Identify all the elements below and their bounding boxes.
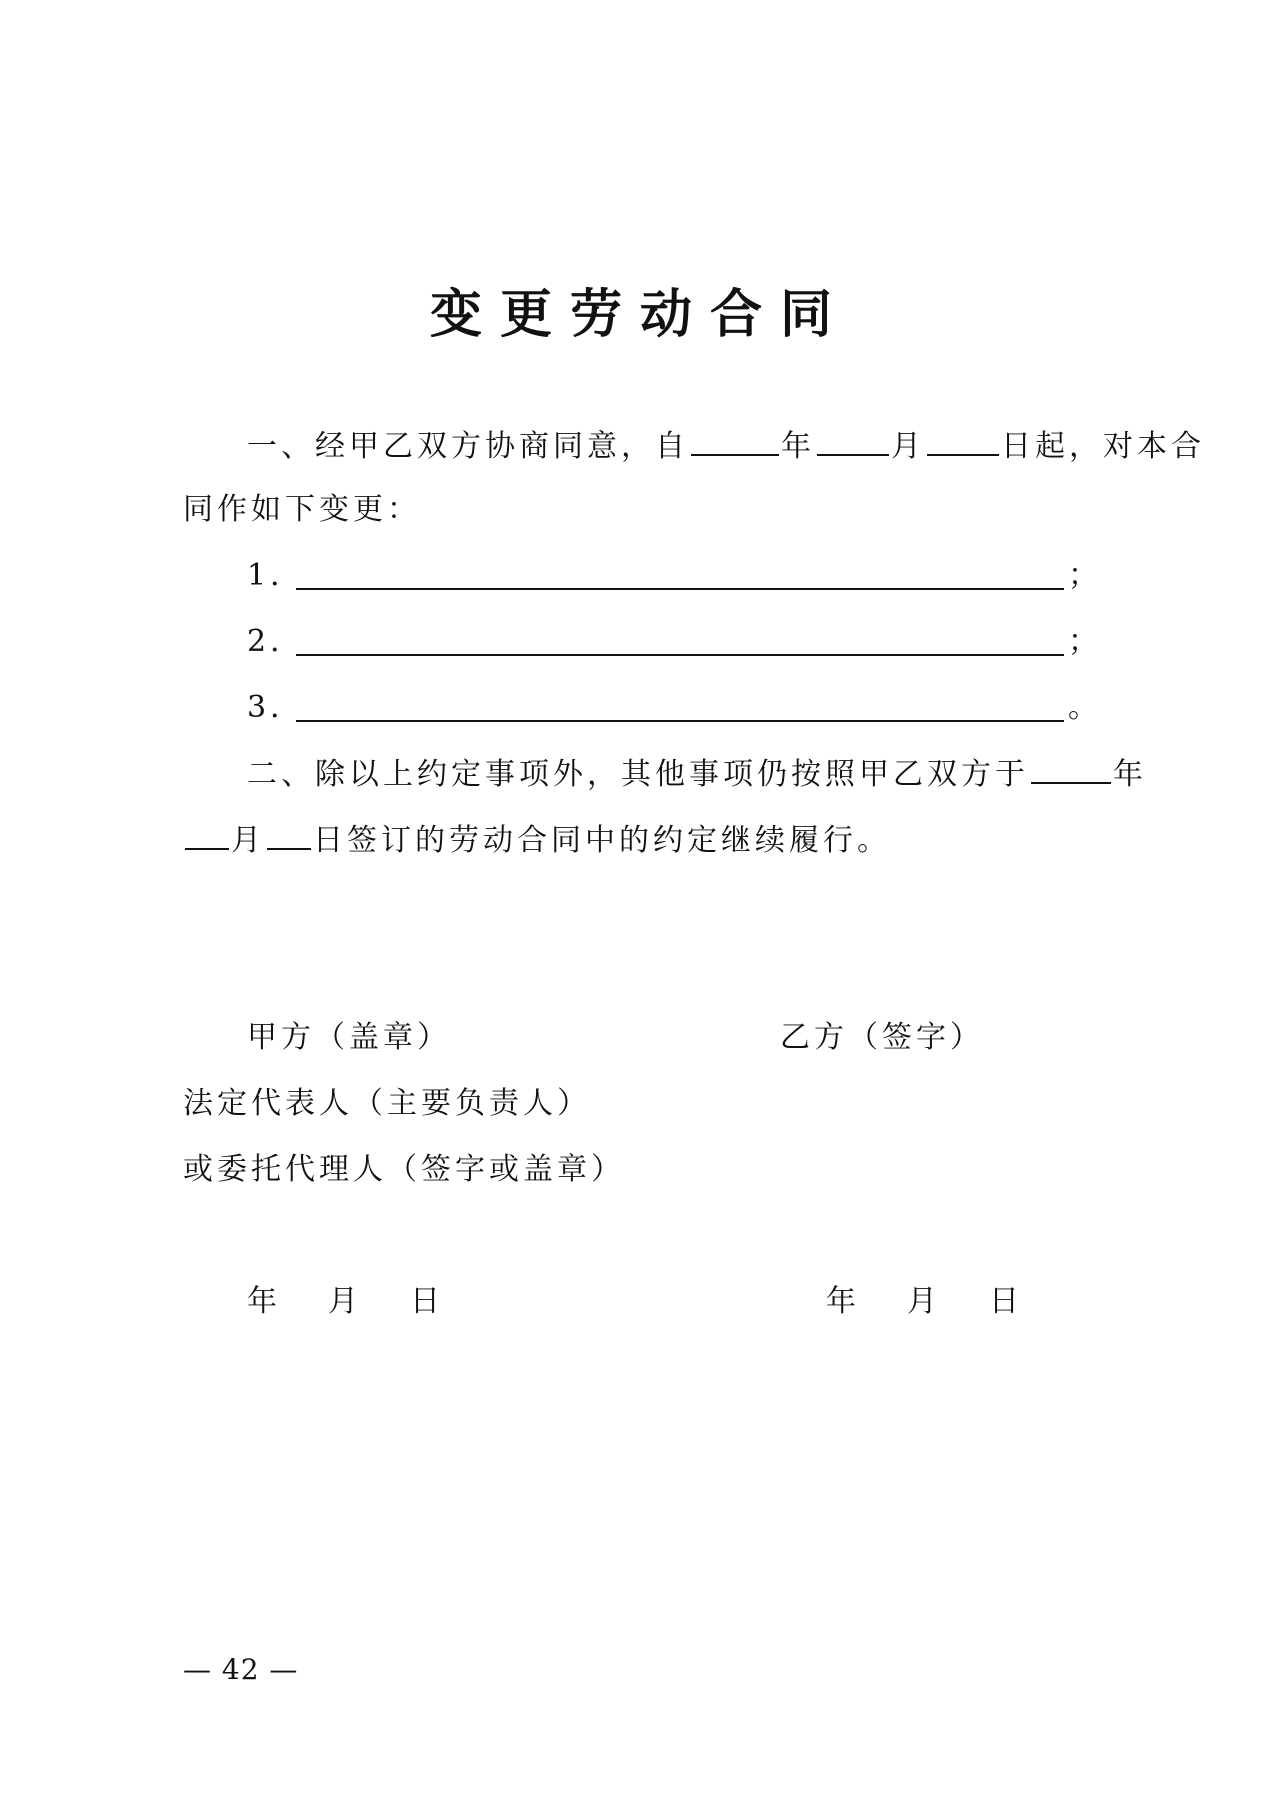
clause1-line1 bbox=[247, 424, 1205, 467]
clause1-month-label: 月 bbox=[891, 429, 925, 464]
clause2-line1 bbox=[247, 752, 1147, 795]
party-a-date-month: 月 bbox=[328, 1284, 358, 1319]
month-blank bbox=[817, 424, 889, 456]
clause2-month-blank bbox=[185, 818, 229, 850]
year-blank bbox=[691, 424, 779, 456]
clause2-day-suffix: 日签订的劳动合同中的约定继续履行。 bbox=[313, 823, 891, 858]
clause2-line2 bbox=[183, 818, 891, 861]
item-2-blank bbox=[296, 654, 1064, 656]
item-1-number: 1． bbox=[247, 558, 305, 593]
item-1-end: ； bbox=[1068, 558, 1102, 593]
clause1-prefix: 一、经甲乙双方协商同意，自 bbox=[247, 429, 689, 464]
item-3-number: 3． bbox=[247, 690, 305, 725]
clause2-year-label: 年 bbox=[1113, 757, 1147, 792]
clause1-year-label: 年 bbox=[781, 429, 815, 464]
document-title: 变更劳动合同 bbox=[429, 284, 850, 345]
item-3-end: 。 bbox=[1068, 690, 1102, 725]
party-b-date-year: 年 bbox=[826, 1284, 856, 1319]
item-2-number: 2． bbox=[247, 624, 305, 659]
clause2-text: 二、除以上约定事项外，其他事项仍按照甲乙双方于 bbox=[247, 757, 1029, 792]
clause1-line2: 同作如下变更： bbox=[183, 492, 421, 527]
clause1-day-suffix: 日起，对本合 bbox=[1001, 429, 1205, 464]
party-a-representative: 法定代表人（主要负责人） bbox=[183, 1086, 591, 1121]
party-a-date-year: 年 bbox=[247, 1284, 277, 1319]
party-a-label: 甲方（盖章） bbox=[247, 1020, 451, 1055]
party-a-date-day: 日 bbox=[410, 1284, 440, 1319]
clause2-month-label: 月 bbox=[231, 823, 265, 858]
clause2-day-blank bbox=[267, 818, 311, 850]
item-3-blank bbox=[296, 720, 1064, 722]
item-1-blank bbox=[296, 588, 1064, 590]
day-blank bbox=[927, 424, 999, 456]
party-b-label: 乙方（签字） bbox=[780, 1020, 984, 1055]
party-b-date-month: 月 bbox=[907, 1284, 937, 1319]
clause2-year-blank bbox=[1031, 752, 1111, 784]
party-a-agent: 或委托代理人（签字或盖章） bbox=[183, 1152, 625, 1187]
item-2-end: ； bbox=[1068, 624, 1102, 659]
page-number: — 42 — bbox=[183, 1653, 299, 1686]
party-b-date-day: 日 bbox=[989, 1284, 1019, 1319]
